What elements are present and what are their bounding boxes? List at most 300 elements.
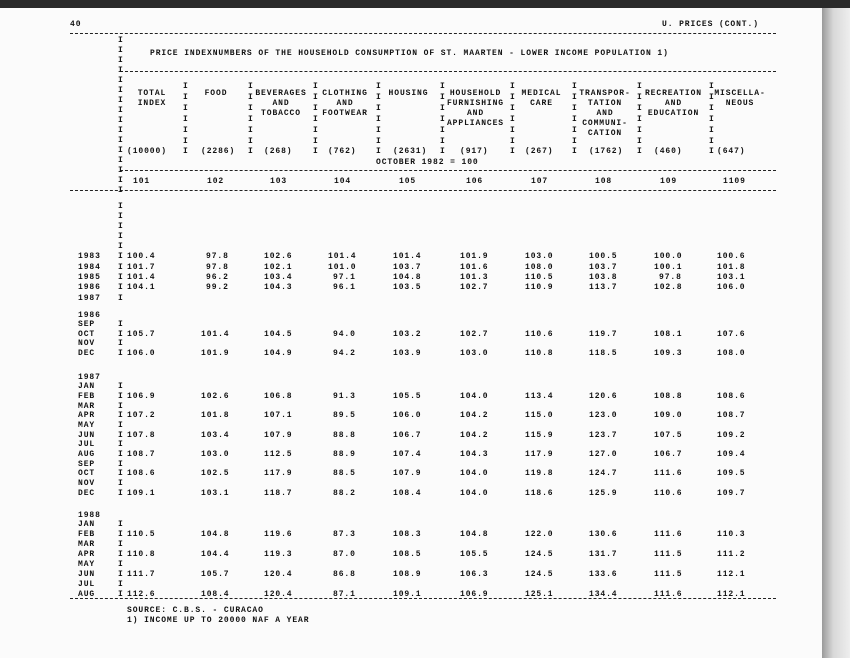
index-value: 106.8 bbox=[264, 392, 293, 401]
index-value: 108.6 bbox=[127, 469, 156, 478]
column-separator: I bbox=[440, 104, 445, 113]
index-value: 115.0 bbox=[525, 411, 554, 420]
column-separator: I bbox=[313, 126, 318, 135]
column-separator: I bbox=[118, 66, 123, 75]
row-separator: I bbox=[118, 320, 123, 329]
index-value: 120.6 bbox=[589, 392, 618, 401]
index-value: 110.6 bbox=[654, 489, 683, 498]
column-separator: I bbox=[440, 126, 445, 135]
index-value: 111.6 bbox=[654, 469, 683, 478]
row-separator: I bbox=[118, 212, 123, 221]
index-value: 101.4 bbox=[127, 273, 156, 282]
index-value: 103.7 bbox=[589, 263, 618, 272]
row-label: DEC bbox=[78, 489, 96, 498]
column-separator: I bbox=[709, 126, 714, 135]
column-code: 103 bbox=[270, 177, 288, 186]
index-value: 120.4 bbox=[264, 570, 293, 579]
index-value: 101.4 bbox=[201, 330, 230, 339]
column-separator: I bbox=[440, 93, 445, 102]
index-value: 97.1 bbox=[333, 273, 356, 282]
column-weight: (917) bbox=[460, 147, 489, 156]
index-value: 103.0 bbox=[201, 450, 230, 459]
index-value: 118.6 bbox=[525, 489, 554, 498]
index-value: 110.5 bbox=[127, 530, 156, 539]
column-separator: I bbox=[118, 56, 123, 65]
column-weight: (267) bbox=[525, 147, 554, 156]
row-separator: I bbox=[118, 252, 123, 261]
row-separator: I bbox=[118, 339, 123, 348]
index-value: 97.8 bbox=[206, 263, 229, 272]
index-value: 125.1 bbox=[525, 590, 554, 599]
row-label: AUG bbox=[78, 590, 96, 599]
index-value: 87.1 bbox=[333, 590, 356, 599]
row-separator: I bbox=[118, 550, 123, 559]
column-header-line: INDEX bbox=[137, 99, 167, 108]
row-label: FEB bbox=[78, 392, 96, 401]
column-header-line: HOUSEHOLD bbox=[449, 89, 502, 98]
index-value: 108.0 bbox=[717, 349, 746, 358]
source-note: SOURCE: C.B.S. - CURACAO bbox=[127, 606, 264, 615]
row-separator: I bbox=[118, 590, 123, 599]
row-label: OCT bbox=[78, 469, 96, 478]
row-label: 1987 bbox=[78, 373, 101, 382]
index-value: 104.1 bbox=[127, 283, 156, 292]
row-separator: I bbox=[118, 202, 123, 211]
row-label: JAN bbox=[78, 520, 96, 529]
index-value: 106.3 bbox=[460, 570, 489, 579]
column-header bbox=[184, 89, 248, 99]
row-separator: I bbox=[118, 489, 123, 498]
column-separator: I bbox=[183, 126, 188, 135]
column-header-line: CLOTHING bbox=[322, 89, 368, 98]
index-value: 102.6 bbox=[264, 252, 293, 261]
index-value: 105.5 bbox=[460, 550, 489, 559]
row-separator: I bbox=[118, 330, 123, 339]
index-value: 112.5 bbox=[264, 450, 293, 459]
index-value: 87.0 bbox=[333, 550, 356, 559]
index-value: 100.4 bbox=[127, 252, 156, 261]
index-value: 127.0 bbox=[589, 450, 618, 459]
index-value: 101.6 bbox=[460, 263, 489, 272]
index-value: 111.2 bbox=[717, 550, 746, 559]
index-value: 101.0 bbox=[328, 263, 357, 272]
index-value: 111.5 bbox=[654, 550, 683, 559]
column-separator: I bbox=[709, 147, 714, 156]
index-value: 112.1 bbox=[717, 570, 746, 579]
divider bbox=[70, 33, 776, 34]
column-header-line: AND bbox=[596, 109, 614, 118]
column-separator: I bbox=[376, 82, 381, 91]
row-label: MAR bbox=[78, 540, 96, 549]
index-value: 96.2 bbox=[206, 273, 229, 282]
row-label: OCT bbox=[78, 330, 96, 339]
index-value: 107.4 bbox=[393, 450, 422, 459]
column-header-line: NEOUS bbox=[725, 99, 755, 108]
column-separator: I bbox=[183, 82, 188, 91]
row-separator: I bbox=[118, 294, 123, 303]
column-separator: I bbox=[248, 93, 253, 102]
index-value: 101.9 bbox=[460, 252, 489, 261]
index-value: 122.0 bbox=[525, 530, 554, 539]
column-separator: I bbox=[248, 115, 253, 124]
column-separator: I bbox=[118, 46, 123, 55]
column-separator: I bbox=[510, 104, 515, 113]
row-label: MAY bbox=[78, 560, 96, 569]
row-separator: I bbox=[118, 460, 123, 469]
column-weight: (1762) bbox=[589, 147, 624, 156]
row-separator: I bbox=[118, 283, 123, 292]
column-separator: I bbox=[572, 82, 577, 91]
column-separator: I bbox=[183, 137, 188, 146]
index-value: 101.3 bbox=[460, 273, 489, 282]
column-header-line: APPLIANCES bbox=[446, 119, 504, 128]
column-separator: I bbox=[709, 82, 714, 91]
column-separator: I bbox=[709, 137, 714, 146]
column-separator: I bbox=[440, 115, 445, 124]
index-value: 110.3 bbox=[717, 530, 746, 539]
column-separator: I bbox=[572, 93, 577, 102]
base-note: OCTOBER 1982 = 100 bbox=[376, 158, 479, 167]
index-value: 119.6 bbox=[264, 530, 293, 539]
row-label: 1987 bbox=[78, 294, 101, 303]
column-separator: I bbox=[440, 82, 445, 91]
row-label: 1986 bbox=[78, 283, 101, 292]
column-separator: I bbox=[118, 36, 123, 45]
column-code: 107 bbox=[531, 177, 549, 186]
index-value: 97.8 bbox=[206, 252, 229, 261]
index-value: 106.7 bbox=[654, 450, 683, 459]
column-separator: I bbox=[709, 115, 714, 124]
index-value: 107.1 bbox=[264, 411, 293, 420]
column-header-line: AND bbox=[272, 99, 290, 108]
index-value: 123.0 bbox=[589, 411, 618, 420]
column-separator: I bbox=[709, 104, 714, 113]
index-value: 88.2 bbox=[333, 489, 356, 498]
column-separator: I bbox=[248, 82, 253, 91]
index-value: 91.3 bbox=[333, 392, 356, 401]
column-separator: I bbox=[510, 115, 515, 124]
divider bbox=[120, 170, 776, 171]
index-value: 106.0 bbox=[717, 283, 746, 292]
column-code: 1109 bbox=[723, 177, 746, 186]
index-value: 104.3 bbox=[264, 283, 293, 292]
index-value: 111.6 bbox=[654, 530, 683, 539]
index-value: 100.1 bbox=[654, 263, 683, 272]
index-value: 105.7 bbox=[201, 570, 230, 579]
column-header bbox=[121, 89, 183, 109]
index-value: 119.7 bbox=[589, 330, 618, 339]
index-value: 108.1 bbox=[654, 330, 683, 339]
row-separator: I bbox=[118, 222, 123, 231]
row-label: NOV bbox=[78, 339, 96, 348]
column-header bbox=[638, 89, 709, 119]
index-value: 104.3 bbox=[460, 450, 489, 459]
column-header-line: AND bbox=[466, 109, 485, 118]
index-value: 111.5 bbox=[654, 570, 683, 579]
column-weight: (647) bbox=[717, 147, 746, 156]
column-separator: I bbox=[118, 76, 123, 85]
column-separator: I bbox=[572, 115, 577, 124]
index-value: 108.7 bbox=[717, 411, 746, 420]
row-separator: I bbox=[118, 580, 123, 589]
index-value: 124.7 bbox=[589, 469, 618, 478]
column-separator: I bbox=[572, 126, 577, 135]
index-value: 101.7 bbox=[127, 263, 156, 272]
index-value: 103.8 bbox=[589, 273, 618, 282]
column-header bbox=[314, 89, 376, 119]
index-value: 112.6 bbox=[127, 590, 156, 599]
index-value: 109.1 bbox=[393, 590, 422, 599]
column-separator: I bbox=[637, 147, 642, 156]
index-value: 99.2 bbox=[206, 283, 229, 292]
row-separator: I bbox=[118, 450, 123, 459]
row-separator: I bbox=[118, 520, 123, 529]
column-separator: I bbox=[313, 147, 318, 156]
column-separator: I bbox=[248, 137, 253, 146]
table-title: PRICE INDEXNUMBERS OF THE HOUSEHOLD CONSUMPTION OF ST. MAARTEN - LOWER INCOME POPULATION 1) bbox=[150, 49, 669, 58]
row-label: APR bbox=[78, 550, 96, 559]
index-value: 107.2 bbox=[127, 411, 156, 420]
index-value: 97.8 bbox=[659, 273, 682, 282]
row-separator: I bbox=[118, 479, 123, 488]
index-value: 104.8 bbox=[393, 273, 422, 282]
index-value: 104.8 bbox=[201, 530, 230, 539]
column-separator: I bbox=[118, 146, 123, 155]
index-value: 110.5 bbox=[525, 273, 554, 282]
index-value: 103.1 bbox=[717, 273, 746, 282]
column-separator: I bbox=[637, 82, 642, 91]
index-value: 113.4 bbox=[525, 392, 554, 401]
column-separator: I bbox=[118, 116, 123, 125]
index-value: 88.9 bbox=[333, 450, 356, 459]
index-value: 109.2 bbox=[717, 431, 746, 440]
index-value: 104.0 bbox=[460, 469, 489, 478]
index-value: 134.4 bbox=[589, 590, 618, 599]
row-label: 1988 bbox=[78, 511, 101, 520]
row-label: SEP bbox=[78, 320, 96, 329]
column-separator: I bbox=[118, 106, 123, 115]
index-value: 109.7 bbox=[717, 489, 746, 498]
column-separator: I bbox=[572, 104, 577, 113]
divider bbox=[70, 190, 776, 191]
index-value: 104.9 bbox=[264, 349, 293, 358]
column-separator: I bbox=[313, 115, 318, 124]
row-separator: I bbox=[118, 530, 123, 539]
column-separator: I bbox=[637, 104, 642, 113]
column-separator: I bbox=[248, 104, 253, 113]
row-separator: I bbox=[118, 469, 123, 478]
row-label: 1986 bbox=[78, 311, 101, 320]
index-value: 110.8 bbox=[127, 550, 156, 559]
index-value: 117.9 bbox=[264, 469, 293, 478]
row-separator: I bbox=[118, 242, 123, 251]
column-weight: (762) bbox=[328, 147, 357, 156]
page-edge-shadow bbox=[822, 8, 850, 658]
column-header-line: FOOD bbox=[204, 89, 228, 98]
column-separator: I bbox=[440, 137, 445, 146]
index-value: 88.8 bbox=[333, 431, 356, 440]
column-separator: I bbox=[118, 156, 123, 165]
index-value: 131.7 bbox=[589, 550, 618, 559]
row-separator: I bbox=[118, 349, 123, 358]
column-header-line: CARE bbox=[530, 99, 553, 108]
index-value: 111.6 bbox=[654, 590, 683, 599]
index-value: 106.0 bbox=[393, 411, 422, 420]
index-value: 104.4 bbox=[201, 550, 230, 559]
index-value: 119.3 bbox=[264, 550, 293, 559]
row-label: MAY bbox=[78, 421, 96, 430]
index-value: 117.9 bbox=[525, 450, 554, 459]
row-label: JUN bbox=[78, 431, 96, 440]
column-separator: I bbox=[183, 104, 188, 113]
column-separator: I bbox=[183, 93, 188, 102]
column-header bbox=[511, 89, 572, 109]
column-weight: (10000) bbox=[127, 147, 167, 156]
column-header-line: TOBACCO bbox=[261, 109, 301, 118]
row-label: JUL bbox=[78, 580, 96, 589]
row-separator: I bbox=[118, 421, 123, 430]
column-weight: (268) bbox=[264, 147, 293, 156]
column-header-line: TATION bbox=[587, 99, 623, 108]
index-value: 102.7 bbox=[460, 283, 489, 292]
column-separator: I bbox=[376, 93, 381, 102]
index-value: 107.9 bbox=[393, 469, 422, 478]
index-value: 130.6 bbox=[589, 530, 618, 539]
column-code: 102 bbox=[207, 177, 225, 186]
column-separator: I bbox=[183, 115, 188, 124]
column-header-line: AND bbox=[336, 99, 354, 108]
row-label: JUN bbox=[78, 570, 96, 579]
index-value: 106.7 bbox=[393, 431, 422, 440]
column-separator: I bbox=[510, 93, 515, 102]
index-value: 108.0 bbox=[525, 263, 554, 272]
index-value: 101.4 bbox=[328, 252, 357, 261]
page-number: 40 bbox=[70, 20, 82, 29]
index-value: 107.8 bbox=[127, 431, 156, 440]
column-separator: I bbox=[248, 126, 253, 135]
column-separator: I bbox=[572, 137, 577, 146]
index-value: 104.5 bbox=[264, 330, 293, 339]
index-value: 108.3 bbox=[393, 530, 422, 539]
index-value: 103.2 bbox=[393, 330, 422, 339]
index-value: 103.0 bbox=[460, 349, 489, 358]
column-separator: I bbox=[313, 82, 318, 91]
row-separator: I bbox=[118, 570, 123, 579]
column-header-line: FOOTWEAR bbox=[322, 109, 368, 118]
column-separator: I bbox=[118, 136, 123, 145]
column-header-line: MISCELLA- bbox=[714, 89, 766, 98]
column-separator: I bbox=[637, 126, 642, 135]
row-label: FEB bbox=[78, 530, 96, 539]
section-title: U. PRICES (CONT.) bbox=[662, 20, 759, 29]
index-value: 104.8 bbox=[460, 530, 489, 539]
income-footnote: 1) INCOME UP TO 20000 NAF A YEAR bbox=[127, 616, 310, 625]
index-value: 108.7 bbox=[127, 450, 156, 459]
column-header-line: TRANSPOR- bbox=[579, 89, 631, 98]
column-separator: I bbox=[637, 115, 642, 124]
column-header-line: MEDICAL bbox=[521, 89, 562, 98]
index-value: 109.3 bbox=[654, 349, 683, 358]
column-header-line: AND bbox=[664, 99, 683, 108]
index-value: 108.6 bbox=[717, 392, 746, 401]
index-value: 104.2 bbox=[460, 411, 489, 420]
index-value: 110.9 bbox=[525, 283, 554, 292]
column-header bbox=[441, 89, 510, 129]
column-header bbox=[573, 89, 637, 139]
column-separator: I bbox=[510, 82, 515, 91]
row-separator: I bbox=[118, 540, 123, 549]
column-code: 105 bbox=[399, 177, 417, 186]
column-code: 109 bbox=[660, 177, 678, 186]
index-value: 111.7 bbox=[127, 570, 156, 579]
index-value: 101.4 bbox=[393, 252, 422, 261]
row-separator: I bbox=[118, 560, 123, 569]
column-separator: I bbox=[637, 93, 642, 102]
index-value: 108.8 bbox=[654, 392, 683, 401]
column-header-line: EDUCATION bbox=[647, 109, 700, 118]
index-value: 107.9 bbox=[264, 431, 293, 440]
index-value: 102.5 bbox=[201, 469, 230, 478]
row-separator: I bbox=[118, 263, 123, 272]
column-separator: I bbox=[572, 147, 577, 156]
column-header-line: COMMUNI- bbox=[582, 119, 628, 128]
index-value: 106.9 bbox=[127, 392, 156, 401]
row-label: JAN bbox=[78, 382, 96, 391]
column-header-line: FURNISHING bbox=[446, 99, 504, 108]
index-value: 102.7 bbox=[460, 330, 489, 339]
index-value: 102.6 bbox=[201, 392, 230, 401]
column-separator: I bbox=[376, 137, 381, 146]
index-value: 102.8 bbox=[654, 283, 683, 292]
index-value: 88.5 bbox=[333, 469, 356, 478]
column-code: 104 bbox=[334, 177, 352, 186]
index-value: 100.0 bbox=[654, 252, 683, 261]
index-value: 94.2 bbox=[333, 349, 356, 358]
column-weight: (2631) bbox=[393, 147, 428, 156]
index-value: 104.0 bbox=[460, 489, 489, 498]
index-value: 113.7 bbox=[589, 283, 618, 292]
index-value: 123.7 bbox=[589, 431, 618, 440]
column-separator: I bbox=[118, 186, 123, 195]
row-label: AUG bbox=[78, 450, 96, 459]
column-separator: I bbox=[313, 93, 318, 102]
index-value: 101.8 bbox=[717, 263, 746, 272]
index-value: 115.9 bbox=[525, 431, 554, 440]
index-value: 89.5 bbox=[333, 411, 356, 420]
document-page bbox=[0, 8, 822, 658]
column-separator: I bbox=[118, 176, 123, 185]
index-value: 94.0 bbox=[333, 330, 356, 339]
index-value: 124.5 bbox=[525, 550, 554, 559]
index-value: 103.7 bbox=[393, 263, 422, 272]
column-code: 108 bbox=[595, 177, 613, 186]
index-value: 103.5 bbox=[393, 283, 422, 292]
column-separator: I bbox=[637, 137, 642, 146]
column-separator: I bbox=[118, 166, 123, 175]
row-label: 1985 bbox=[78, 273, 101, 282]
index-value: 105.5 bbox=[393, 392, 422, 401]
column-separator: I bbox=[248, 147, 253, 156]
column-separator: I bbox=[376, 126, 381, 135]
column-separator: I bbox=[440, 147, 445, 156]
index-value: 110.8 bbox=[525, 349, 554, 358]
index-value: 109.0 bbox=[654, 411, 683, 420]
index-value: 125.9 bbox=[589, 489, 618, 498]
row-separator: I bbox=[118, 440, 123, 449]
index-value: 112.1 bbox=[717, 590, 746, 599]
index-value: 118.5 bbox=[589, 349, 618, 358]
index-value: 101.9 bbox=[201, 349, 230, 358]
